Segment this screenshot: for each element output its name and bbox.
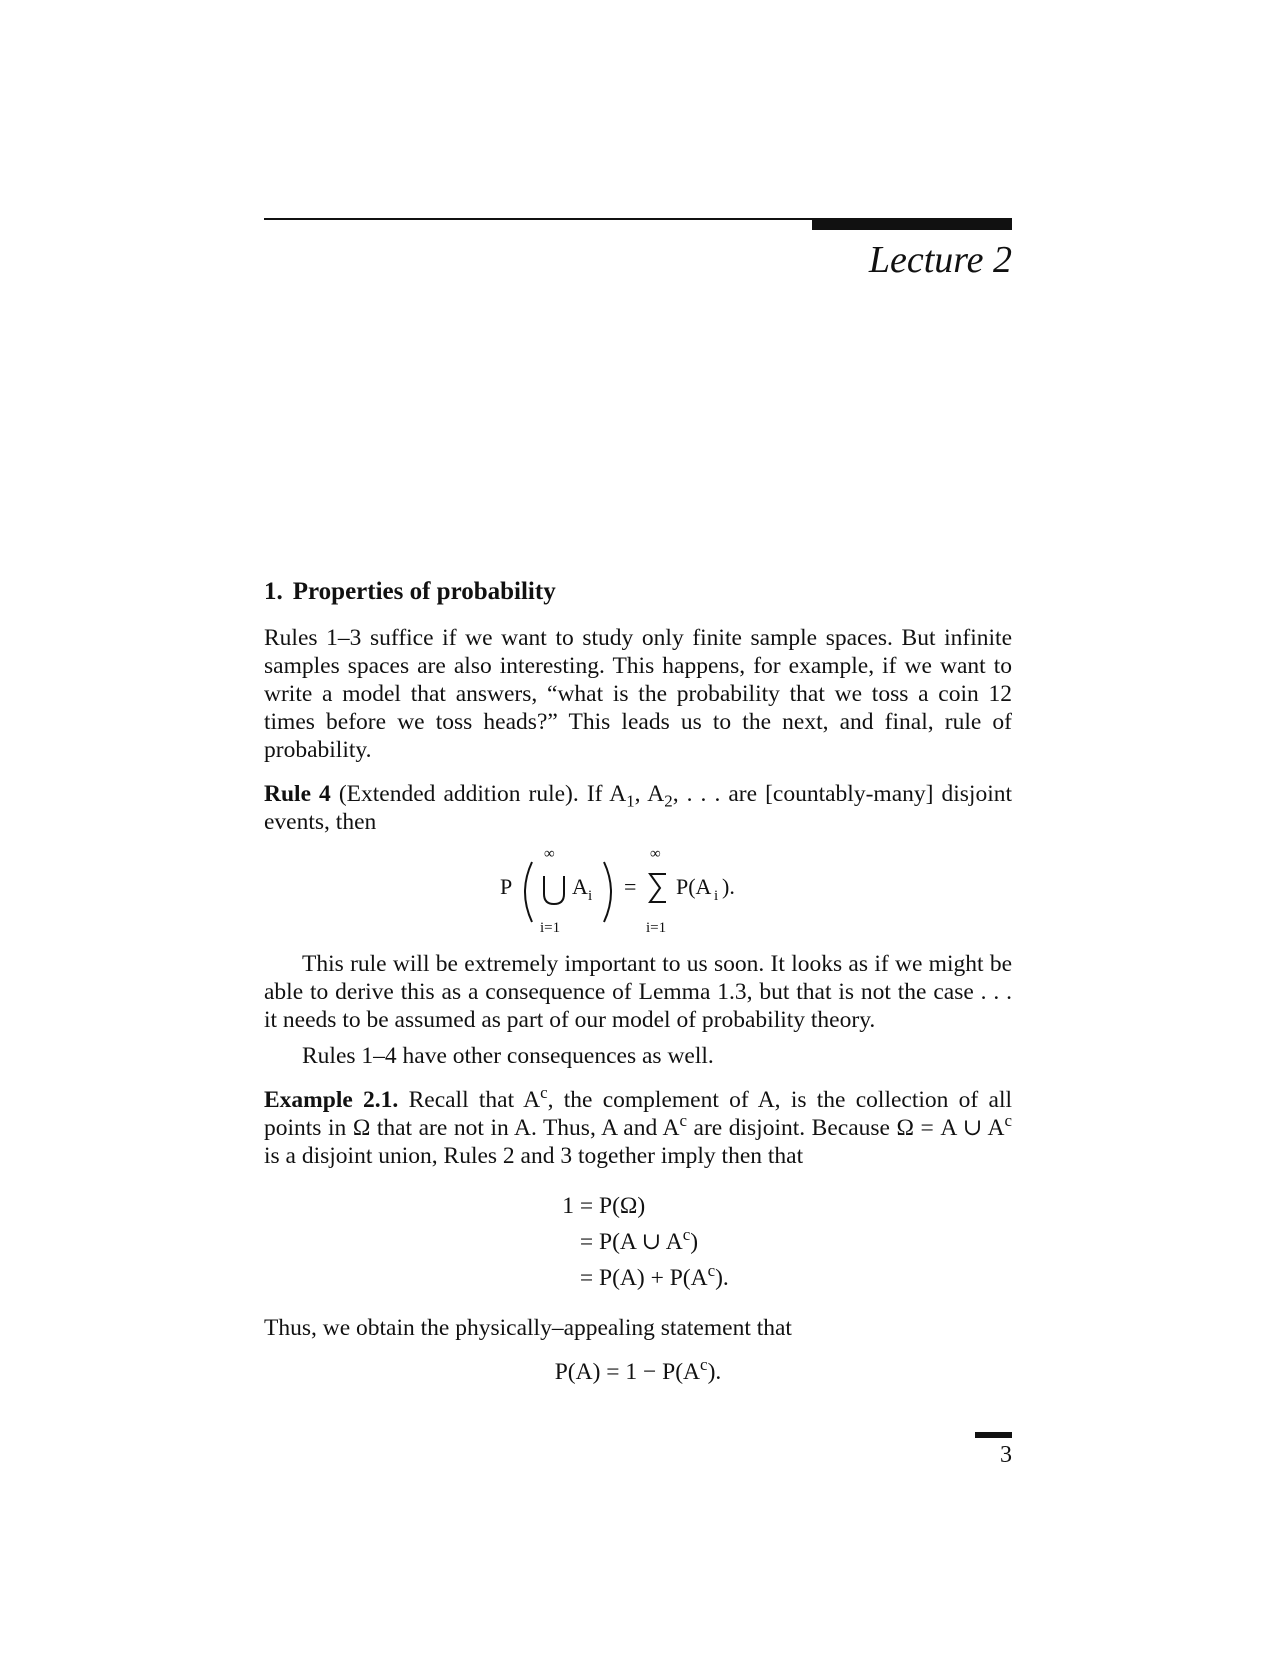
example-sup: c: [1004, 1111, 1012, 1131]
sum-icon: [650, 874, 666, 902]
rule-4-text: , . . . are [countably-many] disjoint events, then: [264, 781, 1013, 835]
example-text: , the complement of A, is the collection of all points in Ω that are not in A. Thus, A and A: [264, 1087, 1013, 1141]
example-2-1: [264, 1083, 1013, 1170]
rule-4: [264, 780, 1012, 836]
equation-line: [544, 1224, 784, 1260]
equation-rhs: = P(A) + P(A: [579, 1265, 708, 1291]
rule-4-sub: 2: [664, 791, 673, 811]
example-text: Recall that A: [408, 1087, 541, 1113]
union-icon: [544, 876, 564, 904]
formula-P: P: [500, 874, 513, 899]
example-label: Example 2.1.: [264, 1087, 399, 1113]
formula-A: A: [572, 874, 588, 899]
header-rule-thick: [812, 218, 1012, 230]
footer-bar: [975, 1432, 1012, 1438]
equation-rhs-end: ).: [715, 1265, 729, 1291]
rule-4-text: If A: [586, 781, 627, 807]
equation-rhs-end: ): [690, 1229, 699, 1255]
formula-union-lower: i=1: [540, 920, 561, 936]
rule-4-formula: [264, 836, 1012, 942]
chapter-title: Lecture 2: [868, 239, 1012, 281]
final-equation-text: P(A) = 1 − P(A: [554, 1359, 701, 1385]
final-equation: [264, 1355, 1012, 1386]
equation-rhs: = P(A ∪ A: [579, 1229, 683, 1255]
equation-line: [544, 1260, 784, 1296]
formula-rhs: P(A: [676, 874, 712, 899]
final-equation-end: ).: [707, 1359, 722, 1385]
rule-4-sub: 1: [626, 791, 635, 811]
formula-right-paren: [604, 862, 611, 922]
formula-rhs-sub: i: [714, 888, 719, 904]
equation-sup: c: [682, 1225, 691, 1245]
main-content: [264, 578, 1012, 1386]
example-sup: c: [540, 1083, 548, 1103]
formula-A-sub: i: [588, 888, 593, 904]
formula-sum-lower: i=1: [646, 920, 667, 936]
equation-rhs: = P(Ω): [579, 1193, 646, 1219]
rule-4-text: , A: [634, 781, 665, 807]
formula-svg: [500, 842, 800, 942]
section-title: Properties of probability: [292, 578, 556, 605]
formula-left-paren: [525, 862, 532, 922]
paragraph-consequences: Rules 1–4 have other consequences as well.: [302, 1043, 714, 1069]
example-text: are disjoint. Because Ω = A ∪ A: [686, 1115, 1005, 1141]
formula-equals: =: [624, 874, 637, 899]
formula-union-upper: ∞: [544, 846, 555, 862]
formula-rhs-end: ).: [722, 874, 735, 899]
page-number: 3: [1000, 1442, 1012, 1468]
paragraph-importance: This rule will be extremely important to us soon. It looks as if we might be able to derive this as a consequence of Lemma 1.3, but that is not the case . . . it needs to be assumed as part of our model of probability theory.: [264, 951, 1012, 1033]
section-heading: [264, 578, 1012, 606]
aligned-equations: [544, 1188, 784, 1296]
rule-4-name: (Extended addition rule).: [338, 781, 579, 807]
example-text: is a disjoint union, Rules 2 and 3 together imply then that: [264, 1143, 804, 1169]
paragraph-intro: Rules 1–3 suffice if we want to study only finite sample spaces. But infinite samples spaces are also interesting. This happens, for example, if we want to write a model that answers, “what is the probability that we toss a coin 12 times before we toss heads?” This leads us to the next, and final, rule of probability.: [264, 625, 1012, 763]
paragraph-conclusion: Thus, we obtain the physically–appealing statement that: [264, 1315, 792, 1341]
equation-sup: c: [707, 1261, 716, 1281]
equation-line: [544, 1188, 784, 1224]
equation-lhs: 1: [562, 1193, 574, 1219]
header-rule: [264, 218, 812, 220]
section-number: 1.: [264, 578, 283, 605]
final-equation-sup: c: [700, 1355, 708, 1375]
formula-sum-upper: ∞: [650, 846, 661, 862]
example-sup: c: [679, 1111, 687, 1131]
rule-4-label: Rule 4: [264, 781, 331, 807]
